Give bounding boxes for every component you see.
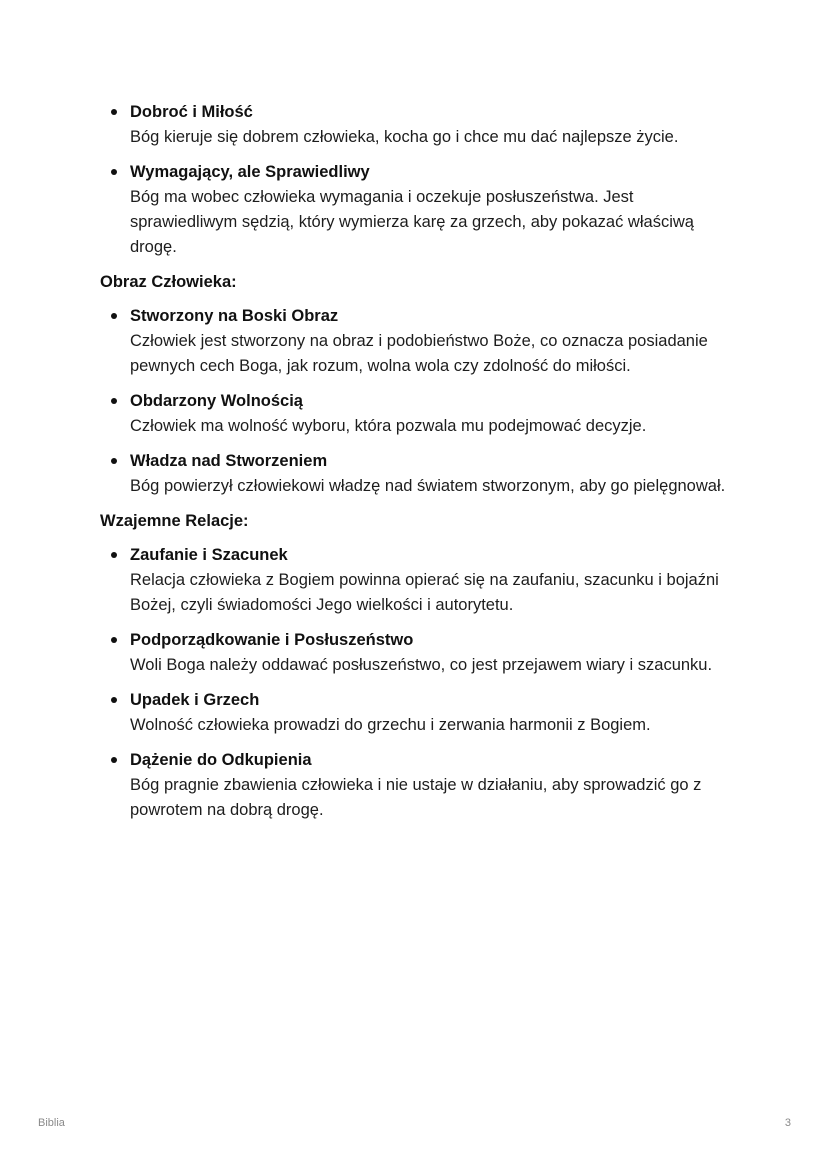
list-item (100, 160, 740, 260)
list-item (100, 628, 740, 678)
list-item (100, 688, 740, 738)
item-text: Bóg ma wobec człowieka wymagania i oczekuje posłuszeństwa. Jest sprawiedliwym sędzią, który wymierza karę za grzech, aby pokazać właściwą drogę. (130, 188, 694, 256)
item-text: Wolność człowieka prowadzi do grzechu i zerwania harmonii z Bogiem. (130, 716, 651, 734)
item-text: Bóg kieruje się dobrem człowieka, kocha go i chce mu dać najlepsze życie. (130, 128, 679, 146)
bullet-list (100, 304, 740, 499)
section-human-image (100, 270, 740, 499)
bullet-icon (111, 552, 117, 558)
item-title: Władza nad Stworzeniem (130, 452, 328, 470)
item-title: Zaufanie i Szacunek (130, 546, 288, 564)
item-text: Relacja człowieka z Bogiem powinna opierać się na zaufaniu, szacunku i bojaźni Bożej, czyli świadomości Jego wielkości i autorytetu. (130, 571, 719, 614)
section-mutual-relations (100, 509, 740, 823)
bullet-list (100, 543, 740, 823)
bullet-icon (111, 398, 117, 404)
item-text: Bóg pragnie zbawienia człowieka i nie ustaje w działaniu, aby sprowadzić go z powrotem na dobrą drogę. (130, 776, 702, 819)
bullet-icon (111, 697, 117, 703)
item-title: Dobroć i Miłość (130, 103, 253, 121)
bullet-icon (111, 458, 117, 464)
item-title: Stworzony na Boski Obraz (130, 307, 339, 325)
list-item (100, 389, 740, 439)
item-title: Wymagający, ale Sprawiedliwy (130, 163, 370, 181)
bullet-list (100, 100, 740, 260)
item-title: Podporządkowanie i Posłuszeństwo (130, 631, 414, 649)
item-text: Człowiek jest stworzony na obraz i podobieństwo Boże, co oznacza posiadanie pewnych cech Boga, jak rozum, wolna wola czy zdolność do miłości. (130, 332, 708, 375)
footer-document-title: Biblia (38, 1117, 65, 1129)
item-title: Obdarzony Wolnością (130, 392, 303, 410)
list-item (100, 748, 740, 823)
list-item (100, 100, 740, 150)
item-text: Woli Boga należy oddawać posłuszeństwo, co jest przejawem wiary i szacunku. (130, 656, 713, 674)
list-item (100, 449, 740, 499)
item-text: Człowiek ma wolność wyboru, która pozwala mu podejmować decyzje. (130, 417, 647, 435)
list-item (100, 304, 740, 379)
document-body (100, 100, 740, 833)
section-god-attributes (100, 100, 740, 260)
section-heading: Obraz Człowieka: (100, 273, 237, 291)
bullet-icon (111, 109, 117, 115)
bullet-icon (111, 313, 117, 319)
page-number: 3 (784, 1117, 791, 1129)
list-item (100, 543, 740, 618)
bullet-icon (111, 757, 117, 763)
item-title: Upadek i Grzech (130, 691, 260, 709)
bullet-icon (111, 637, 117, 643)
item-text: Bóg powierzył człowiekowi władzę nad światem stworzonym, aby go pielęgnował. (130, 477, 726, 495)
bullet-icon (111, 169, 117, 175)
item-title: Dążenie do Odkupienia (130, 751, 312, 769)
section-heading: Wzajemne Relacje: (100, 512, 249, 530)
